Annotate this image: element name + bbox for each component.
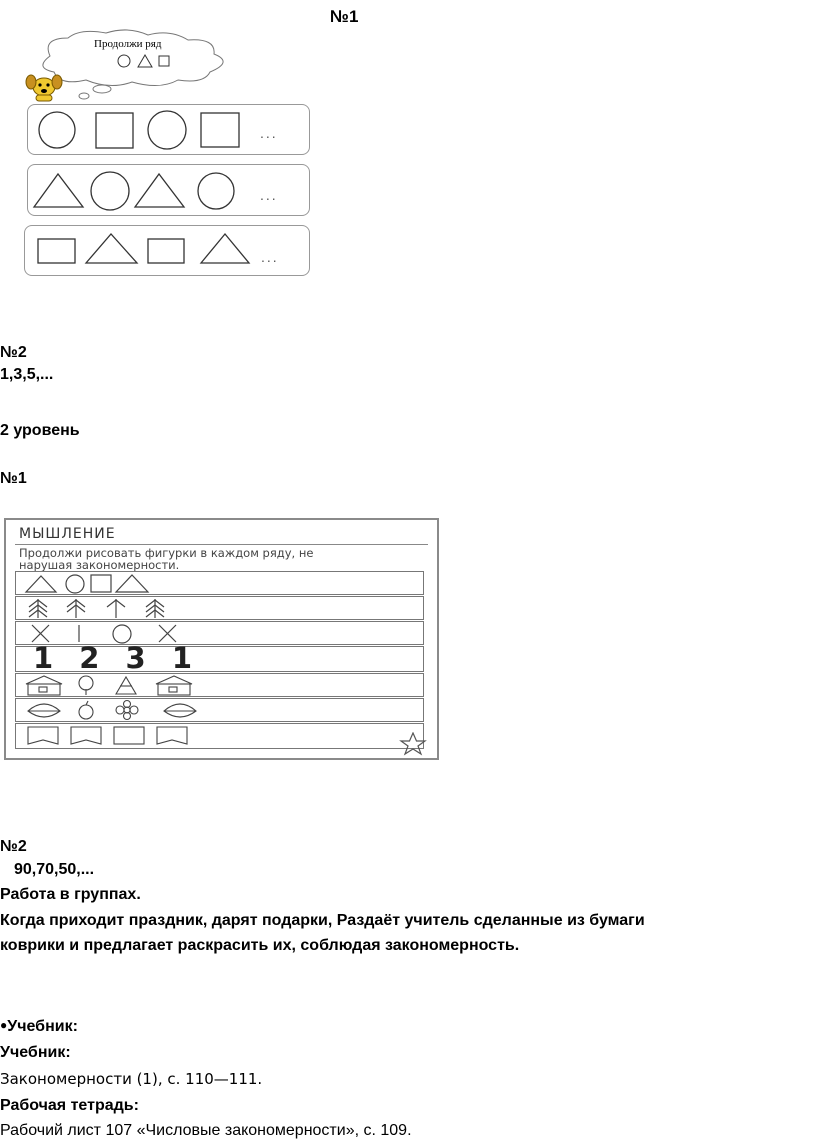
task-text-line-1: Когда приходит праздник, дарят подарки, Раздаёт учитель сделанные из бумаги — [0, 912, 645, 929]
square-shape — [96, 113, 133, 148]
level-task-2-sequence: 90,70,50,... — [14, 861, 95, 878]
dog-icon — [22, 70, 66, 102]
pattern-row-2 — [27, 164, 310, 216]
triangle-shape — [201, 234, 249, 263]
header-number: №1 — [330, 7, 359, 26]
worksheet-row-numbers — [15, 641, 424, 675]
circle-shape — [91, 172, 129, 210]
worksheet-row-flags — [15, 723, 424, 749]
worksheet-row-shapes — [15, 571, 424, 595]
triangle-shape — [86, 234, 137, 263]
pattern-row-1 — [27, 104, 310, 155]
level-task-1-number: №1 — [0, 470, 27, 487]
number-sequence: 1 2 3 1 — [33, 641, 201, 675]
star-icon — [398, 732, 428, 756]
worksheet-row-trees — [15, 596, 424, 620]
task-text-line-2: коврики и предлагает раскрасить их, соблюдая закономерность. — [0, 937, 520, 954]
section-2-sequence: 1,3,5,... — [0, 366, 54, 383]
square-shape — [38, 239, 75, 263]
circle-shape — [148, 111, 186, 149]
ellipsis-text: ... — [261, 249, 279, 265]
bullet-textbook-label: ●Учебник: — [0, 1018, 78, 1035]
thinking-worksheet — [4, 518, 439, 760]
ellipsis-text: ... — [260, 187, 278, 203]
triangle-shape — [34, 174, 83, 207]
workbook-label: Рабочая тетрадь: — [0, 1097, 139, 1114]
section-2-number: №2 — [0, 344, 27, 361]
textbook-reference: Закономерности (1), с. 110—111. — [0, 1070, 263, 1088]
bullet-icon: ● — [0, 1018, 8, 1032]
square-shape — [201, 113, 239, 147]
square-shape — [148, 239, 184, 263]
circle-shape — [39, 112, 75, 148]
worksheet-title: МЫШЛЕНИЕ — [19, 526, 116, 542]
worksheet-row-houses — [15, 673, 424, 697]
worksheet-instruction: Продолжи рисовать фигурки в каждом ряду, не нарушая закономерности. — [19, 546, 314, 572]
workbook-reference: Рабочий лист 107 «Числовые закономерности», с. 109. — [0, 1122, 412, 1139]
triangle-shape — [135, 174, 184, 207]
pattern-row-3 — [24, 225, 310, 276]
level-heading: 2 уровень — [0, 422, 80, 439]
ellipsis-text: ... — [260, 125, 278, 141]
cloud-text: Продолжи ряд — [94, 38, 162, 50]
level-task-2-number: №2 — [0, 838, 27, 855]
worksheet-row-leaves — [15, 698, 424, 722]
textbook-label: Учебник: — [0, 1044, 71, 1061]
circle-shape — [198, 173, 234, 209]
group-work-heading: Работа в группах. — [0, 886, 141, 903]
